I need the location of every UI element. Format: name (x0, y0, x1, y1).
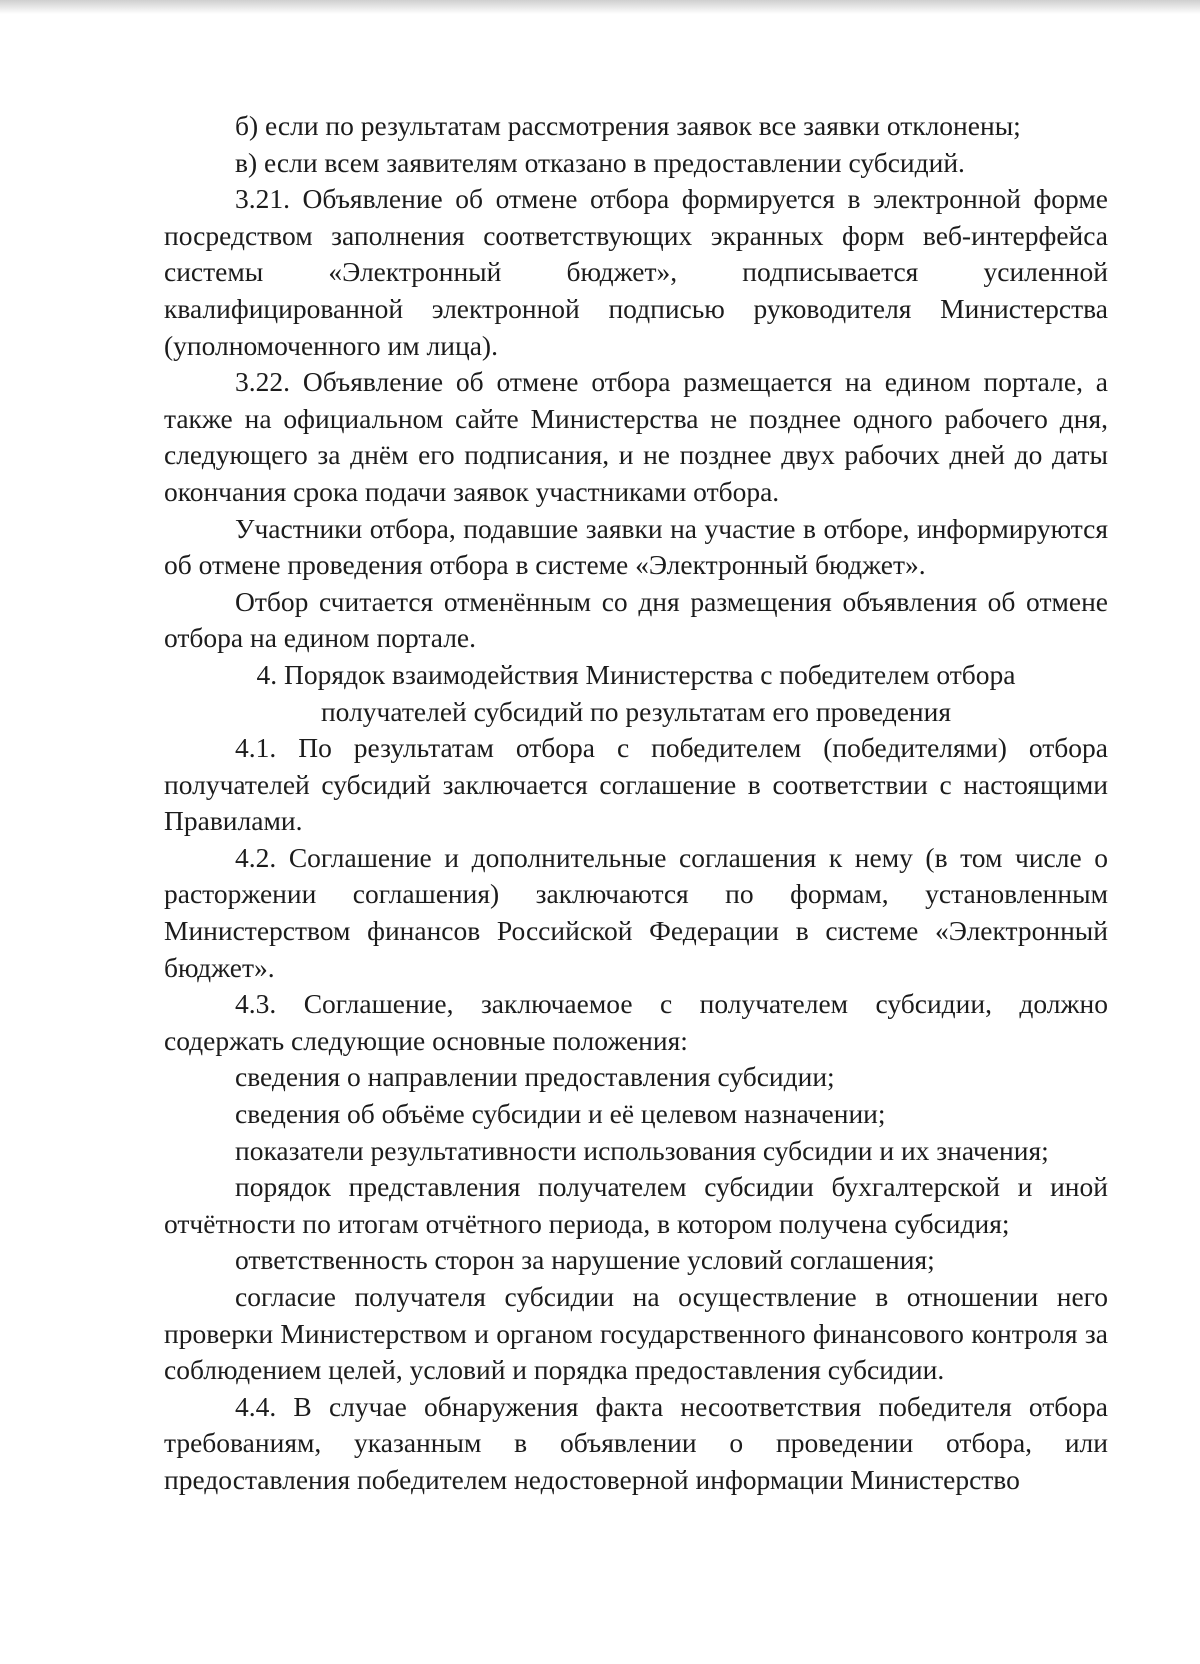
paragraph-3-22: 3.22. Объявление об отмене отбора размещается на едином портале, а также на официальном сайте Министерства не позднее одного рабочего дня, следующего за днём его подписания, и не позднее двух рабочих дней до даты окончания срока подачи заявок участниками отбора. (164, 366, 1108, 507)
list-item-reporting: порядок представления получателем субсидии бухгалтерской и иной отчётности по итогам отчётного периода, в котором получена субсидия; (164, 1171, 1108, 1239)
scan-top-edge (0, 0, 1200, 14)
paragraph-participants-informed: Участники отбора, подавшие заявки на участие в отборе, информируются об отмене проведения отбора в системе «Электронный бюджет». (164, 512, 1108, 581)
paragraph-b-all-rejected: б) если по результатам рассмотрения заявок все заявки отклонены; (235, 110, 1021, 141)
paragraph-4-1: 4.1. По результатам отбора с победителем (победителями) отбора получателей субсидий заключается соглашение в соответствии с настоящими Правилами. (164, 732, 1108, 837)
paragraph-4-4: 4.4. В случае обнаружения факта несоответствия победителя отбора требованиям, указанным в объявлении о проведении отбора, или предоставления победителем недостоверной информации Министерство (164, 1390, 1108, 1495)
paragraph-v-all-refused: в) если всем заявителям отказано в предоставлении субсидий. (235, 146, 965, 178)
document-page (164, 108, 1108, 1499)
section-4-heading-line-1: 4. Порядок взаимодействия Министерства с победителем отбора (256, 658, 1016, 690)
paragraph-4-2: 4.2. Соглашение и дополнительные соглашения к нему (в том числе о расторжении соглашения) заключаются по формам, установленным Министерством финансов Российской Федерации в системе «Электронный бюджет». (164, 841, 1108, 983)
list-item-indicators: показатели результативности использования субсидии и их значения; (235, 1134, 1049, 1166)
section-4-heading-line-2: получателей субсидий по результатам его проведения (320, 695, 952, 727)
paragraph-3-21: 3.21. Объявление об отмене отбора формируется в электронной форме посредством заполнения соответствующих экранных форм веб-интерфейса системы «Электронный бюджет», подписывается усиленной квалифицированной электронной подписью руководителя Министерства (уполномоченного им лица). (164, 183, 1108, 361)
list-item-volume: сведения об объёме субсидии и её целевом назначении; (235, 1098, 886, 1130)
paragraph-4-3: 4.3. Соглашение, заключаемое с получателем субсидии, должно содержать следующие основные положения: (164, 988, 1108, 1056)
list-item-consent-audit: согласие получателя субсидии на осуществление в отношении него проверки Министерством и органом государственного финансового контроля за соблюдением целей, условий и порядка предоставления субсидии. (164, 1281, 1108, 1386)
paragraph-selection-cancelled: Отбор считается отменённым со дня размещения объявления об отмене отбора на едином портале. (164, 585, 1108, 654)
list-item-responsibility: ответственность сторон за нарушение условий соглашения; (235, 1244, 935, 1276)
list-item-direction: сведения о направлении предоставления субсидии; (235, 1061, 835, 1093)
